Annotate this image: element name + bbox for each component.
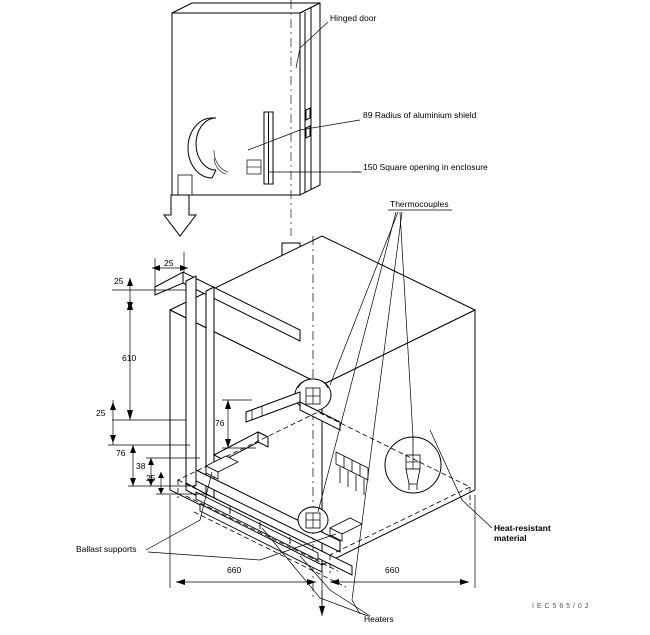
callout-radius-shield: 89 Radius of aluminium shield <box>363 110 477 120</box>
dim-25-bottom-left: 25 <box>146 473 156 483</box>
callout-heaters: Heaters <box>364 614 394 624</box>
dim-25-top-horizontal: 25 <box>164 258 174 268</box>
figure-footer-code: I E C 5 6 5 / 0 2 <box>532 603 590 610</box>
callout-square-opening: 150 Square opening in enclosure <box>363 162 488 172</box>
lamp-shield-lower <box>298 507 328 533</box>
dim-660-left: 660 <box>227 565 242 575</box>
dim-610: 610 <box>122 353 137 363</box>
dim-76-left: 76 <box>116 448 126 458</box>
dim-660-right: 660 <box>385 565 400 575</box>
callout-heat-resistant-material: Heat-resistant material <box>494 523 551 543</box>
callout-hinged-door: Hinged door <box>330 13 377 23</box>
dim-38: 38 <box>136 461 146 471</box>
heat-resistant-detail <box>385 437 441 493</box>
hinged-door-panel <box>172 3 320 195</box>
callout-ballast-supports: Ballast supports <box>76 544 137 554</box>
dim-76-inner: 76 <box>215 418 225 428</box>
dim-25-top-left: 25 <box>114 276 124 286</box>
dim-25-lower-left: 25 <box>96 408 106 418</box>
callout-thermocouples: Thermocouples <box>390 199 449 209</box>
